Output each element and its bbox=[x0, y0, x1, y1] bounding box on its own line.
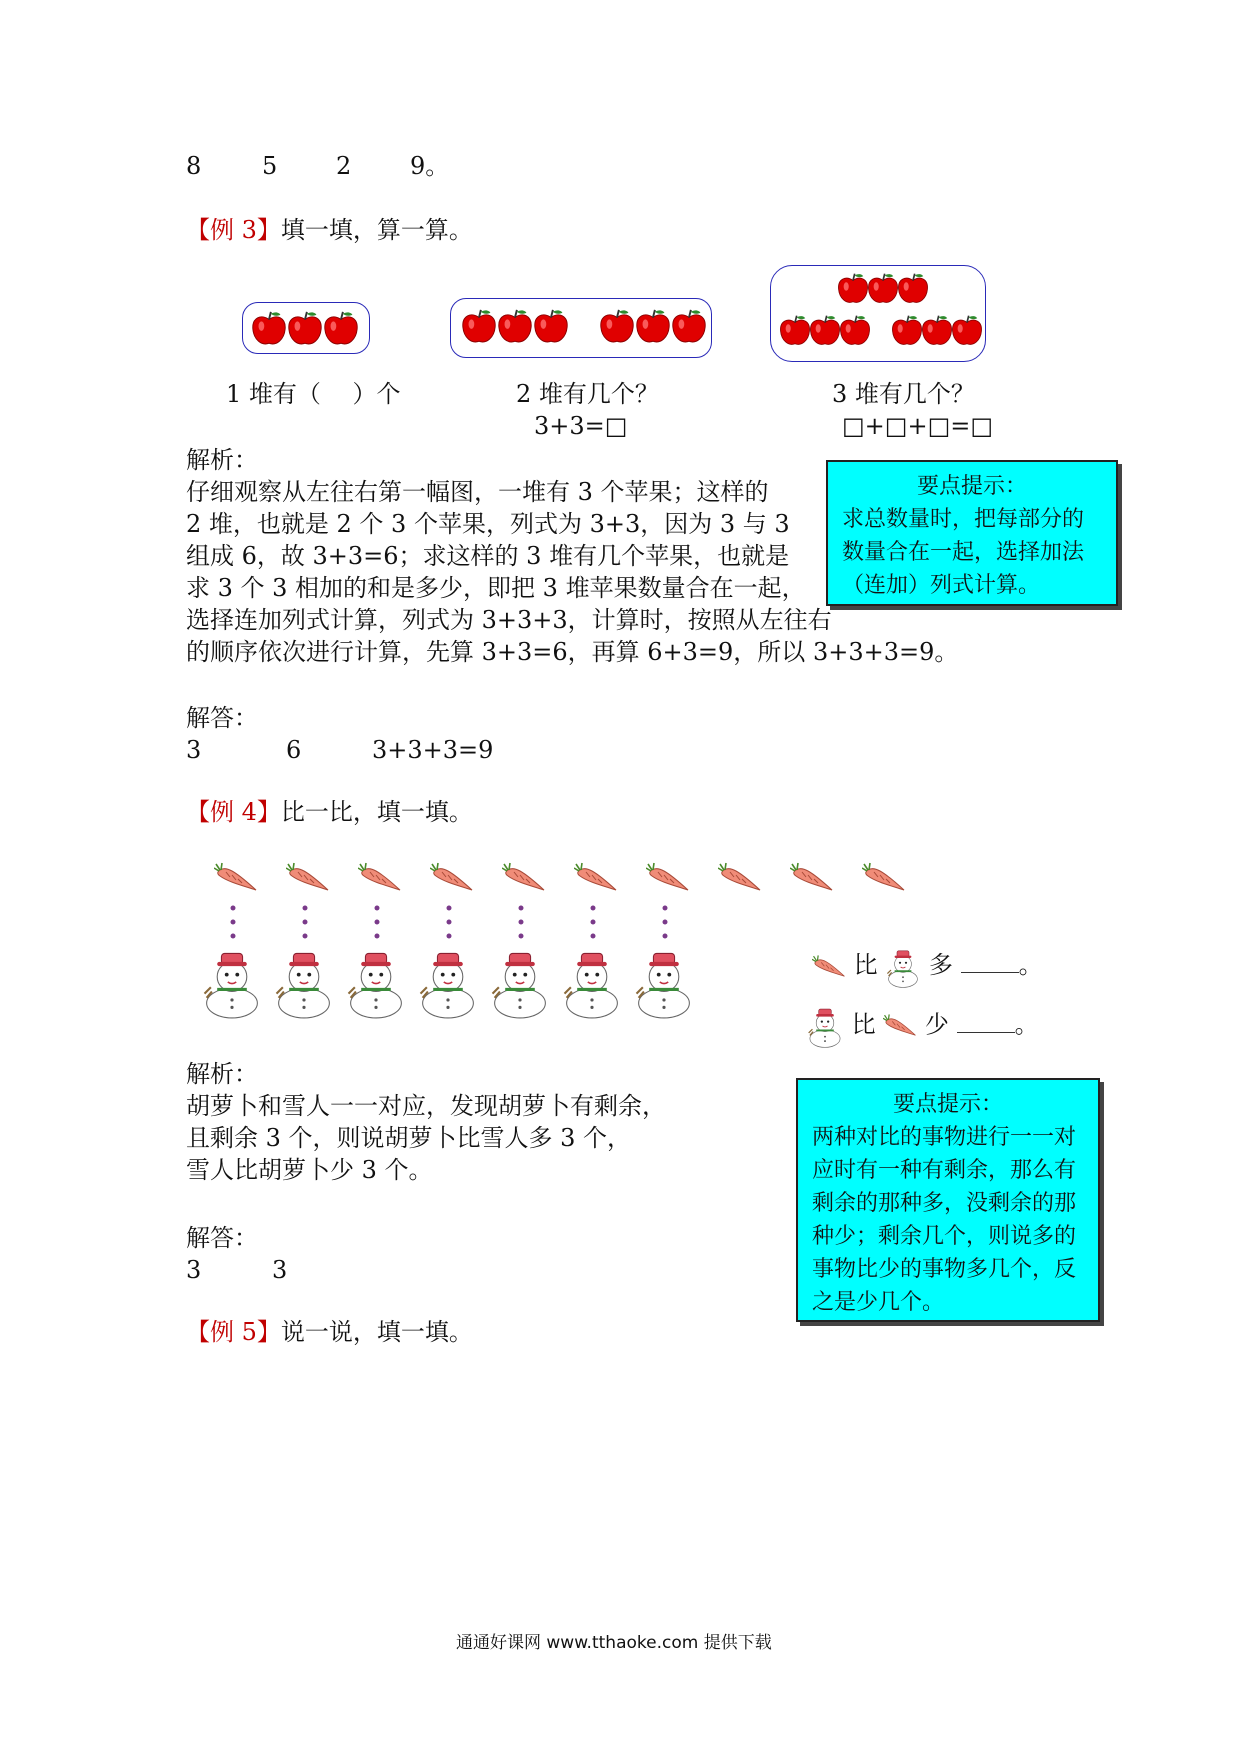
example-3-heading bbox=[186, 214, 473, 246]
answer-value: 3 bbox=[272, 1256, 288, 1284]
pile-1-label: 1 堆有（ ）个 bbox=[226, 380, 401, 408]
apple-icon bbox=[950, 314, 984, 348]
apple-icon bbox=[808, 314, 842, 348]
apple-icon bbox=[866, 272, 900, 306]
carrot-icon bbox=[718, 862, 762, 894]
carrot-icon bbox=[214, 862, 258, 894]
carrot-icon bbox=[812, 954, 846, 980]
snowman-icon bbox=[806, 1004, 844, 1048]
snowman-icon bbox=[488, 945, 552, 1019]
pile-2-formula: 3+3=□ bbox=[534, 412, 628, 440]
apple-icon bbox=[778, 314, 812, 348]
analysis-line: 仔细观察从左往右第一幅图，一堆有 3 个苹果；这样的 bbox=[186, 478, 769, 506]
tip-title: 要点提示： bbox=[892, 1092, 1003, 1117]
answer-value: 6 bbox=[286, 736, 302, 764]
apple-icon bbox=[920, 314, 954, 348]
analysis-line: 胡萝卜和雪人一一对应，发现胡萝卜有剩余， bbox=[186, 1092, 666, 1120]
apple-icon bbox=[896, 272, 930, 306]
carrot-icon bbox=[502, 862, 546, 894]
end-mark: 。 bbox=[1018, 951, 1043, 979]
pile-3-formula: □+□+□=□ bbox=[842, 412, 994, 440]
example-4-tag: 【例 4】 bbox=[186, 798, 281, 826]
snowman-icon bbox=[632, 945, 696, 1019]
apple-icon bbox=[322, 310, 360, 348]
top-number-3: 2 bbox=[336, 152, 352, 180]
example-5-tag: 【例 5】 bbox=[186, 1318, 281, 1346]
answer-value: 3+3+3=9 bbox=[372, 736, 494, 764]
pile-2-label: 2 堆有几个？ bbox=[516, 380, 659, 408]
answer-value: 3 bbox=[186, 736, 202, 764]
correspondence-dots bbox=[200, 900, 680, 950]
apple-icon bbox=[836, 272, 870, 306]
example-4-answer-heading: 解答： bbox=[186, 1224, 258, 1252]
snowman-icon bbox=[560, 945, 624, 1019]
example-3-tip-box bbox=[826, 460, 1118, 606]
apple-icon bbox=[634, 308, 672, 346]
snowman-icon bbox=[885, 946, 921, 988]
example-3-answer-heading: 解答： bbox=[186, 704, 258, 732]
apple-icon bbox=[496, 308, 534, 346]
carrot-icon bbox=[790, 862, 834, 894]
end-mark: 。 bbox=[1014, 1010, 1039, 1039]
compare-word: 比 bbox=[851, 1010, 876, 1039]
apple-icon bbox=[286, 310, 324, 348]
apple-icon bbox=[532, 308, 570, 346]
analysis-line: 2 堆，也就是 2 个 3 个苹果，列式为 3+3，因为 3 与 3 bbox=[186, 510, 790, 538]
top-number-4: 9。 bbox=[410, 152, 450, 180]
analysis-line: 雪人比胡萝卜少 3 个。 bbox=[186, 1156, 433, 1184]
carrot-icon bbox=[883, 1013, 917, 1039]
answer-value: 3 bbox=[186, 1256, 202, 1284]
snowman-icon bbox=[200, 945, 264, 1019]
example-3-tag: 【例 3】 bbox=[186, 216, 281, 244]
apple-icon bbox=[250, 310, 288, 348]
example-4-analysis-heading: 解析： bbox=[186, 1060, 258, 1088]
snowman-icon bbox=[344, 945, 408, 1019]
more-blank[interactable] bbox=[961, 950, 1019, 973]
example-3-analysis-heading: 解析： bbox=[186, 446, 258, 474]
carrot-icon bbox=[286, 862, 330, 894]
carrot-icon bbox=[430, 862, 474, 894]
example-5-title: 说一说，填一填。 bbox=[280, 1318, 473, 1346]
less-blank[interactable] bbox=[957, 1010, 1015, 1033]
compare-word: 比 bbox=[853, 951, 878, 979]
more-word: 多 bbox=[928, 951, 953, 979]
compare-more-row bbox=[812, 945, 1043, 988]
tip-title: 要点提示： bbox=[916, 474, 1027, 499]
tip-body: 两种对比的事物进行一一对应时有一种有剩余，那么有剩余的那种多，没剩余的那种少；剩余几个，则说多的事物比少的事物多几个，反之是少几个。 bbox=[812, 1125, 1077, 1315]
carrot-icon bbox=[646, 862, 690, 894]
analysis-line: 的顺序依次进行计算，先算 3+3=6，再算 6+3=9，所以 3+3+3=9。 bbox=[186, 638, 959, 666]
less-word: 少 bbox=[924, 1010, 949, 1039]
compare-less-row bbox=[806, 1004, 1039, 1048]
top-number-2: 5 bbox=[262, 152, 278, 180]
carrot-icon bbox=[862, 862, 906, 894]
pile-3-label: 3 堆有几个？ bbox=[832, 380, 975, 408]
example-4-heading bbox=[186, 796, 473, 828]
analysis-line: 求 3 个 3 相加的和是多少，即把 3 堆苹果数量合在一起， bbox=[186, 574, 806, 602]
apple-icon bbox=[598, 308, 636, 346]
apple-icon bbox=[460, 308, 498, 346]
tip-body: 求总数量时，把每部分的数量合在一起，选择加法（连加）列式计算。 bbox=[842, 507, 1085, 598]
carrot-icon bbox=[358, 862, 402, 894]
carrot-icon bbox=[574, 862, 618, 894]
top-number-1: 8 bbox=[186, 152, 202, 180]
apple-icon bbox=[890, 314, 924, 348]
example-4-tip-box bbox=[796, 1078, 1100, 1322]
page-footer: 通通好课网 www.tthaoke.com 提供下载 bbox=[456, 1633, 772, 1653]
example-3-title: 填一填，算一算。 bbox=[280, 216, 473, 244]
apple-icon bbox=[838, 314, 872, 348]
snowman-icon bbox=[416, 945, 480, 1019]
example-4-title: 比一比，填一填。 bbox=[280, 798, 473, 826]
analysis-line: 且剩余 3 个，则说胡萝卜比雪人多 3 个， bbox=[186, 1124, 632, 1152]
snowman-icon bbox=[272, 945, 336, 1019]
apple-icon bbox=[670, 308, 708, 346]
example-5-heading bbox=[186, 1316, 473, 1348]
analysis-line: 组成 6，故 3+3=6；求这样的 3 堆有几个苹果，也就是 bbox=[186, 542, 790, 570]
analysis-line: 选择连加列式计算，列式为 3+3+3，计算时，按照从左往右 bbox=[186, 606, 832, 634]
